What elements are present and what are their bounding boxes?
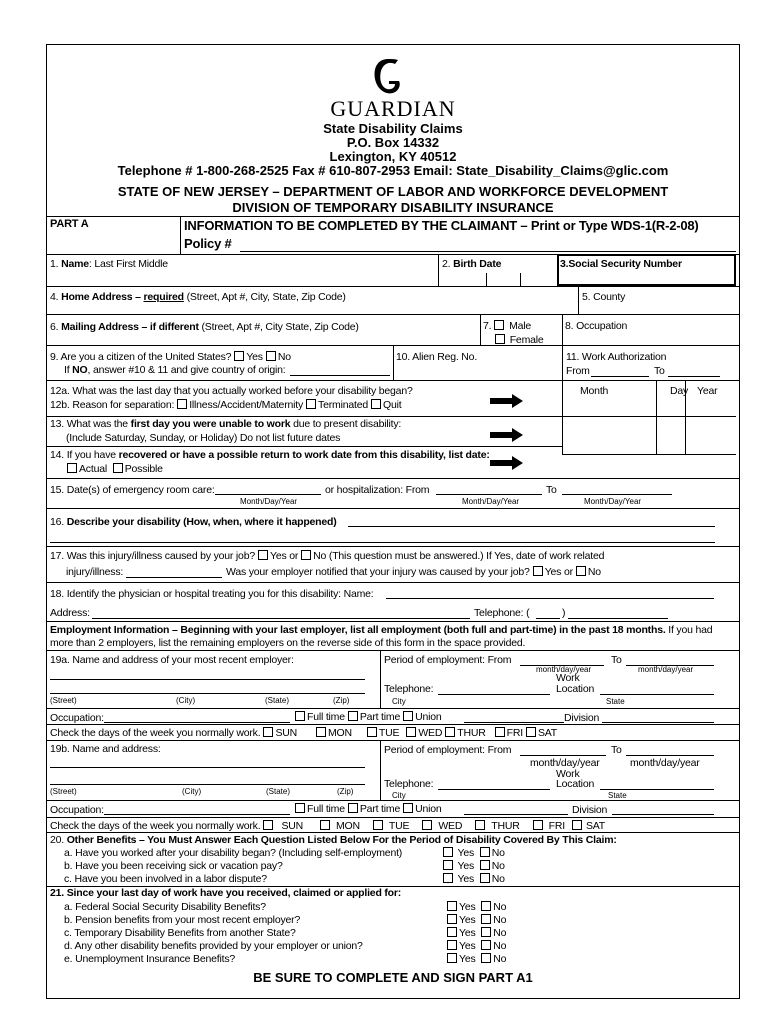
year-header: Year <box>697 385 718 397</box>
union-b-checkbox[interactable] <box>403 803 413 813</box>
arrow-right-icon <box>490 428 524 442</box>
agency-division: DIVISION OF TEMPORARY DISABILITY INSURANCE <box>232 200 554 215</box>
q19b-telephone: Telephone: <box>384 778 434 790</box>
q20b-yes-checkbox[interactable] <box>443 860 453 870</box>
sat-b-checkbox[interactable] <box>572 820 582 830</box>
q10-label: 10. Alien Reg. No. <box>396 351 478 363</box>
q12b-label: 12b. Reason for separation: Illness/Accident/Maternity Terminated Quit <box>50 399 402 411</box>
q19b-work: Work <box>556 768 580 780</box>
arrow-right-icon <box>490 394 524 408</box>
part-time-a-checkbox[interactable] <box>348 711 358 721</box>
day-header: Day <box>670 385 689 397</box>
birth-date-divider-2 <box>520 273 521 286</box>
q12a-label: 12a. What was the last day that you actually worked before your disability began? <box>50 385 413 397</box>
q21d-yes-checkbox[interactable] <box>447 940 457 950</box>
mon-a-checkbox[interactable] <box>316 727 326 737</box>
q21e-yes-checkbox[interactable] <box>447 953 457 963</box>
q21a-yes-checkbox[interactable] <box>447 901 457 911</box>
occupation-a-label: Occupation: <box>50 712 104 724</box>
q20c-label: c. Have you been involved in a labor dispute? <box>64 873 267 885</box>
agency-title: STATE OF NEW JERSEY – DEPARTMENT OF LABOR AND WORKFORCE DEVELOPMENT <box>117 184 669 199</box>
work-auth-to-input[interactable] <box>668 376 720 377</box>
occupation-a-options: Full time Part time Union <box>292 711 442 723</box>
physician-name-input[interactable] <box>386 598 714 599</box>
birth-date-divider-1 <box>486 273 487 286</box>
q17-line2a: injury/illness: <box>66 566 124 578</box>
q8-label: 8. Occupation <box>565 320 628 332</box>
q19a-label: 19a. Name and address of your most recent employer: <box>50 654 294 666</box>
q19a-to: To <box>611 654 622 666</box>
part-time-b-checkbox[interactable] <box>348 803 358 813</box>
employer-a-location-input[interactable] <box>600 694 714 695</box>
city-label-b: (City) <box>182 787 202 796</box>
street-label-b: (Street) <box>50 787 77 796</box>
header-line-1: State Disability Claims <box>323 121 463 136</box>
q17-line2b: Was your employer notified that your injury was caused by your job? Yes or No <box>226 566 601 578</box>
employer-b-name-input[interactable] <box>50 767 365 768</box>
header-line-2: P.O. Box 14332 <box>346 135 440 150</box>
tue-b-checkbox[interactable] <box>373 820 383 830</box>
days-a-row: Check the days of the week you normally work. SUN MON TUE WED THUR FRI SAT <box>50 727 557 739</box>
notified-no-checkbox[interactable] <box>576 566 586 576</box>
q19a-location: Location <box>556 683 595 695</box>
q20b-options: Yes No <box>440 860 505 872</box>
tue-a-checkbox[interactable] <box>367 727 377 737</box>
q21-label: 21. Since your last day of work have you received, claimed or applied for: <box>50 887 402 899</box>
mdy-b-1: month/day/year <box>530 757 600 769</box>
q21b-no-checkbox[interactable] <box>481 914 491 924</box>
q18-label: 18. Identify the physician or hospital treating you for this disability: Name: <box>50 588 374 600</box>
state-label-b: (State) <box>266 787 291 796</box>
q21b-options: Yes No <box>444 914 506 926</box>
q19b-to: To <box>611 744 622 756</box>
q6-label: 6. Mailing Address – if different (Street, Apt #, City State, Zip Code) <box>50 321 359 333</box>
employer-b-location-input[interactable] <box>600 789 714 790</box>
q18-address: Address: <box>50 607 90 619</box>
q21b-label: b. Pension benefits from your most recent employer? <box>64 914 301 926</box>
q21d-options: Yes No <box>444 940 506 952</box>
mdy-b-2: month/day/year <box>630 757 700 769</box>
q11-from: From <box>566 365 590 377</box>
q1-label: 1. Name: Last First Middle <box>50 258 168 270</box>
guardian-logo-icon <box>371 55 405 99</box>
q7-male: 7. Male <box>483 320 532 332</box>
q9-label: 9. Are you a citizen of the United States? Yes No <box>50 351 291 363</box>
q7-female: Female <box>492 334 544 346</box>
citizen-yes-checkbox[interactable] <box>234 351 244 361</box>
female-checkbox[interactable] <box>495 334 505 344</box>
policy-label: Policy # <box>184 236 232 251</box>
mon-b-checkbox[interactable] <box>320 820 330 830</box>
notified-yes-checkbox[interactable] <box>533 566 543 576</box>
q21e-no-checkbox[interactable] <box>481 953 491 963</box>
employer-a-phone-input[interactable] <box>438 694 550 695</box>
q20a-yes-checkbox[interactable] <box>443 847 453 857</box>
employer-a-address-input[interactable] <box>50 693 365 694</box>
days-b-row: Check the days of the week you normally work. SUN MON TUE WED THUR FRI SAT <box>50 820 605 832</box>
disability-desc-input-2[interactable] <box>50 542 715 543</box>
q21c-yes-checkbox[interactable] <box>447 927 457 937</box>
street-label-a: (Street) <box>50 696 77 705</box>
injury-date-input[interactable] <box>126 577 222 578</box>
thur-b-checkbox[interactable] <box>475 820 485 830</box>
q21a-no-checkbox[interactable] <box>481 901 491 911</box>
q20b-no-checkbox[interactable] <box>480 860 490 870</box>
union-b-input[interactable] <box>464 814 568 815</box>
male-checkbox[interactable] <box>494 320 504 330</box>
zip-label-b: (Zip) <box>337 787 354 796</box>
division-a-input[interactable] <box>602 722 714 723</box>
division-b-input[interactable] <box>612 814 714 815</box>
mdy-a-2: month/day/year <box>638 665 694 674</box>
q20-label: 20. Other Benefits – You Must Answer Each Question Listed Below For the Period of Disability Covered By This Claim: <box>50 834 617 846</box>
q16-label: 16. Describe your disability (How, when, where it happened) <box>50 516 337 528</box>
q20a-label: a. Have you worked after your disability began? (Including self-employment) <box>64 847 403 859</box>
hosp-to-input[interactable] <box>562 494 672 495</box>
area-code-input[interactable] <box>536 618 560 619</box>
footer-instruction: BE SURE TO COMPLETE AND SIGN PART A1 <box>253 970 533 985</box>
mdy-label-1: Month/Day/Year <box>240 497 298 506</box>
q19b-period: Period of employment: From <box>384 744 512 756</box>
q19a-period: Period of employment: From <box>384 654 512 666</box>
q21e-options: Yes No <box>444 953 506 965</box>
occupation-a-input[interactable] <box>104 722 290 723</box>
q13-label: 13. What was the first day you were unable to work due to present disability: <box>50 418 402 430</box>
header-contact: Telephone # 1-800-268-2525 Fax # 610-807-2953 Email: State_Disability_Claims@glic.com <box>117 163 669 178</box>
occupation-b-input[interactable] <box>104 814 290 815</box>
employer-b-from-input[interactable] <box>520 755 606 756</box>
full-time-b-checkbox[interactable] <box>295 803 305 813</box>
q21c-options: Yes No <box>444 927 506 939</box>
q19a-work: Work <box>556 672 580 684</box>
occupation-b-options: Full time Part time Union <box>292 803 442 815</box>
q21a-options: Yes No <box>444 901 506 913</box>
sun-b-checkbox[interactable] <box>263 820 273 830</box>
country-origin-input[interactable] <box>290 375 390 376</box>
employer-a-name-input[interactable] <box>50 679 365 680</box>
q18-telephone: Telephone: ( <box>474 607 530 619</box>
employer-b-to-input[interactable] <box>626 755 714 756</box>
q20b-label: b. Have you been receiving sick or vacation pay? <box>64 860 283 872</box>
zip-label-a: (Zip) <box>333 696 350 705</box>
header-line-3: Lexington, KY 40512 <box>329 149 457 164</box>
state2-label-b: State <box>608 791 627 800</box>
disability-desc-input[interactable] <box>348 526 715 527</box>
q21b-yes-checkbox[interactable] <box>447 914 457 924</box>
q21d-no-checkbox[interactable] <box>481 940 491 950</box>
illness-checkbox[interactable] <box>177 399 187 409</box>
fri-a-checkbox[interactable] <box>495 727 505 737</box>
wed-a-checkbox[interactable] <box>406 727 416 737</box>
q15-hosp: or hospitalization: From <box>325 484 430 496</box>
division-a-label: Division <box>564 712 600 724</box>
division-b-label: Division <box>572 804 608 816</box>
arrow-right-icon <box>490 456 524 470</box>
city2-label-a: City <box>392 697 406 706</box>
mdy-label-3: Month/Day/Year <box>584 497 642 506</box>
q14-label: 14. If you have recovered or have a possible return to work date from this disability, list date: <box>50 449 490 461</box>
q19a-telephone: Telephone: <box>384 683 434 695</box>
work-auth-from-input[interactable] <box>591 376 649 377</box>
job-caused-yes-checkbox[interactable] <box>258 550 268 560</box>
city2-label-b: City <box>392 791 406 800</box>
q13-line2: (Include Saturday, Sunday, or Holiday) Do not list future dates <box>66 432 341 444</box>
q21e-label: e. Unemployment Insurance Benefits? <box>64 953 236 965</box>
sun-a-checkbox[interactable] <box>263 727 273 737</box>
job-caused-no-checkbox[interactable] <box>301 550 311 560</box>
employment-line2: more than 2 employers, list the remaining employers on the reverse side of this form in the space provided. <box>50 637 526 649</box>
policy-input[interactable] <box>240 251 736 252</box>
q19b-location: Location <box>556 778 595 790</box>
wed-b-checkbox[interactable] <box>422 820 432 830</box>
sat-a-checkbox[interactable] <box>526 727 536 737</box>
q20c-yes-checkbox[interactable] <box>443 873 453 883</box>
q5-label: 5. County <box>582 291 626 303</box>
q20a-no-checkbox[interactable] <box>480 847 490 857</box>
er-date-input[interactable] <box>215 494 321 495</box>
q20a-options: Yes No <box>440 847 505 859</box>
union-a-checkbox[interactable] <box>403 711 413 721</box>
q21c-label: c. Temporary Disability Benefits from another State? <box>64 927 296 939</box>
state2-label-a: State <box>606 697 625 706</box>
hosp-from-input[interactable] <box>436 494 542 495</box>
q21a-label: a. Federal Social Security Disability Benefits? <box>64 901 266 913</box>
city-label-a: (City) <box>176 696 196 705</box>
state-label-a: (State) <box>265 696 290 705</box>
physician-phone-input[interactable] <box>568 618 668 619</box>
brand-name: GUARDIAN <box>330 96 456 121</box>
q17-label: 17. Was this injury/illness caused by your job? Yes or No (This question must be answered.) If Yes, date of work related <box>50 550 605 562</box>
q4-label: 4. Home Address – required (Street, Apt #, City, State, Zip Code) <box>50 291 346 303</box>
q19b-label: 19b. Name and address: <box>50 743 161 755</box>
month-header: Month <box>580 385 609 397</box>
q3-label: 3.Social Security Number <box>560 258 682 270</box>
q11-label: 11. Work Authorization <box>566 351 667 363</box>
quit-checkbox[interactable] <box>371 399 381 409</box>
q20c-no-checkbox[interactable] <box>480 873 490 883</box>
q21c-no-checkbox[interactable] <box>481 927 491 937</box>
q14-options: Actual Possible <box>64 463 163 475</box>
q9-line2: If NO, answer #10 & 11 and give country of origin: <box>64 364 286 376</box>
q20c-options: Yes No <box>440 873 505 885</box>
actual-checkbox[interactable] <box>67 463 77 473</box>
part-title: INFORMATION TO BE COMPLETED BY THE CLAIMANT – Print or Type WDS-1(R-2-08) <box>184 218 699 233</box>
q11-to: To <box>654 365 665 377</box>
q2-label: 2. Birth Date <box>442 258 502 270</box>
q15-label: 15. Date(s) of emergency room care: <box>50 484 215 496</box>
physician-address-input[interactable] <box>92 618 470 619</box>
q18-close: ) <box>562 607 566 619</box>
terminated-checkbox[interactable] <box>306 399 316 409</box>
mdy-label-2: Month/Day/Year <box>462 497 520 506</box>
q15-to: To <box>546 484 557 496</box>
full-time-a-checkbox[interactable] <box>295 711 305 721</box>
thur-a-checkbox[interactable] <box>445 727 455 737</box>
mdy-a-1: month/day/year <box>536 665 592 674</box>
fri-b-checkbox[interactable] <box>533 820 543 830</box>
q21d-label: d. Any other disability benefits provided by your employer or union? <box>64 940 363 952</box>
possible-checkbox[interactable] <box>113 463 123 473</box>
citizen-no-checkbox[interactable] <box>266 351 276 361</box>
part-label: PART A <box>50 218 89 230</box>
employer-b-address-input[interactable] <box>50 784 365 785</box>
union-a-input[interactable] <box>464 722 564 723</box>
employment-lead: Employment Information – Beginning with your last employer, list all employment (both full and part-time) in the past 18 months. If you had <box>50 624 713 636</box>
occupation-b-label: Occupation: <box>50 804 104 816</box>
employer-b-phone-input[interactable] <box>438 789 550 790</box>
